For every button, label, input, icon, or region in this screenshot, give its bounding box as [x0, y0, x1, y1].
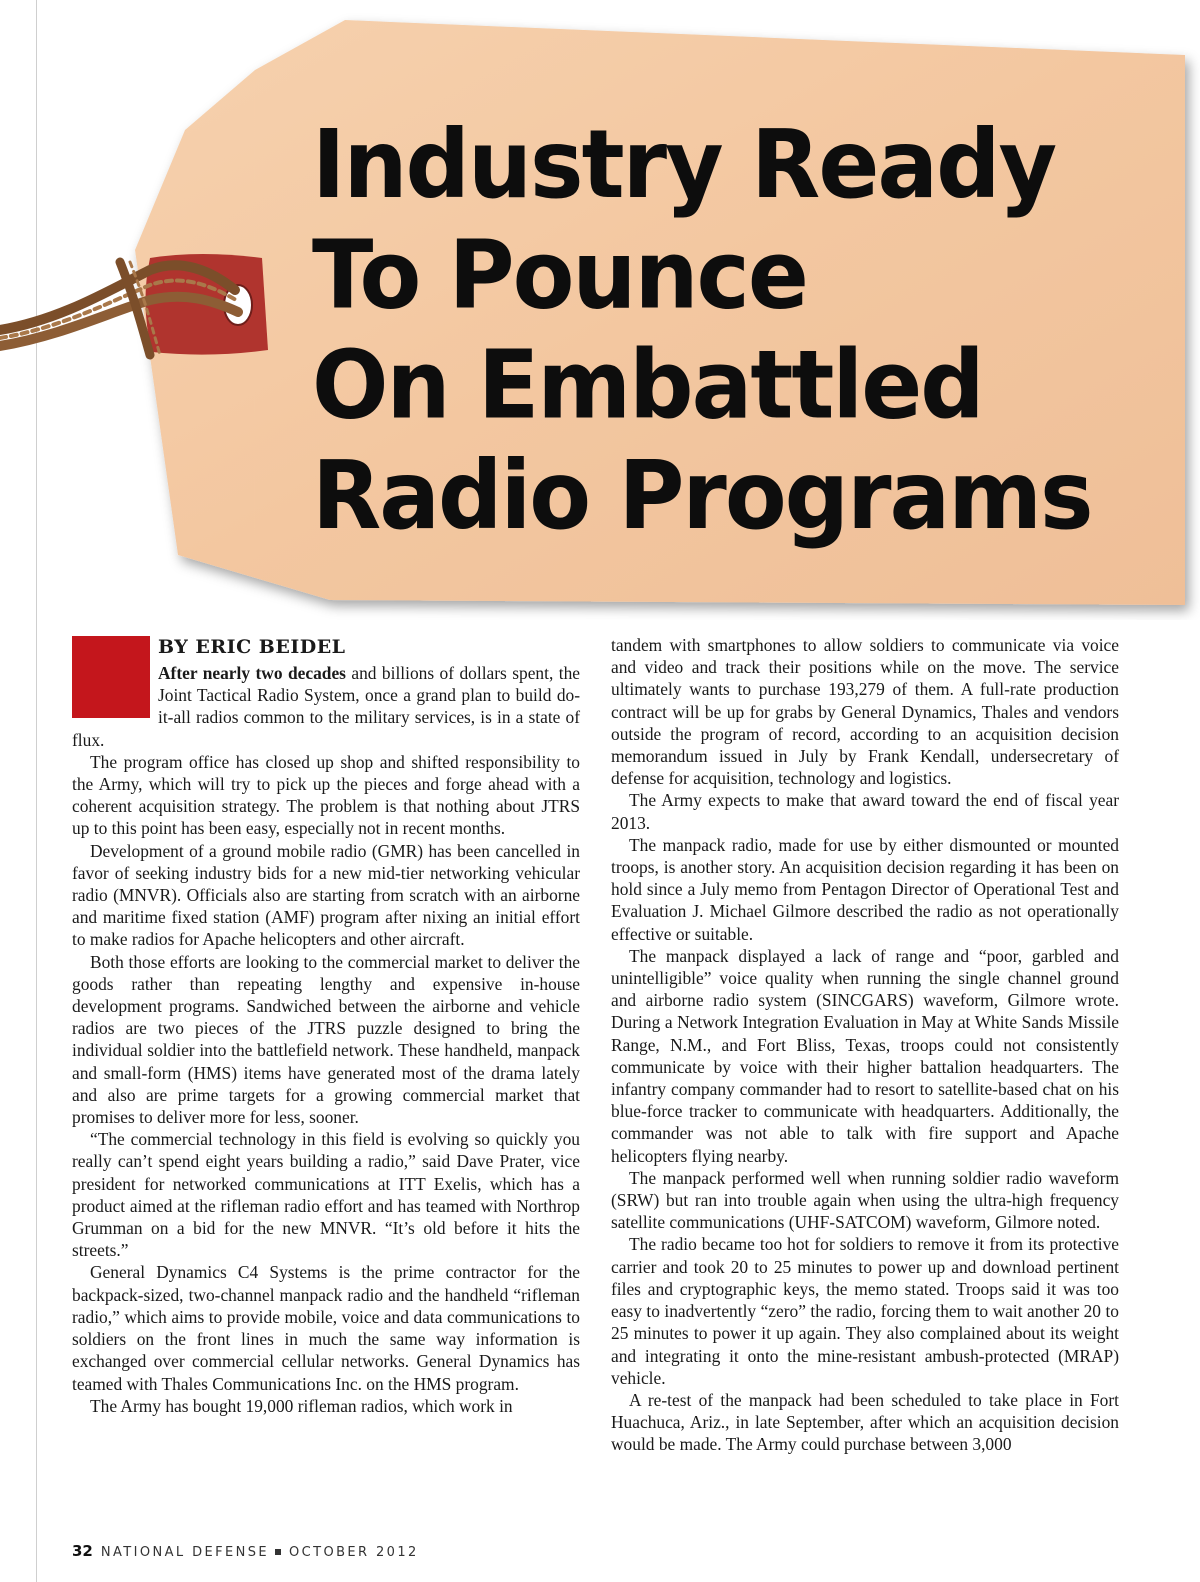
- body-paragraph: General Dynamics C4 Systems is the prime contractor for the backpack-sized, two-channel manpack radio and the handheld “rifleman radio,” which aims to provide mobile, voice and data communications to soldiers on the front lines in much the same way information is exchanged over commercial cellular networks. General Dynamics has teamed with Thales Communications Inc. on the HMS program.: [72, 1262, 580, 1394]
- accent-red-block: [72, 636, 150, 718]
- headline-line: On Embattled: [312, 330, 983, 441]
- body-paragraph: The Army expects to make that award toward the end of fiscal year 2013.: [611, 790, 1119, 833]
- body-paragraph: “The commercial technology in this field is evolving so quickly you really can’t spend eight years building a radio,” said Dave Prater, vice president for networked communications at ITT Exelis, which has a product aimed at the rifleman radio effort and has teamed with Northrop Grumman on a bid for the new MNVR. “It’s old before it hits the streets.”: [72, 1129, 580, 1261]
- body-paragraph: Development of a ground mobile radio (GMR) has been cancelled in favor of seeking industry bids for a new mid-tier networking vehicular radio (MNVR). Officials also are starting from scratch with an airborne and maritime fixed station (AMF) program after nixing an initial effort to make radios for Apache helicopters and other aircraft.: [72, 840, 580, 950]
- lead-text: and billions of dollars spent, the Joint Tactical Radio System, once a grand plan to build do-it-all radios common to the military services, is in a state of flux.: [72, 663, 580, 750]
- article-column-right: [611, 634, 1119, 1456]
- body-paragraph: The manpack displayed a lack of range and “poor, garbled and unintelligible” voice quality when running the single channel ground and airborne radio system (SINCGARS) waveform, Gilmore wrote. During a Network Integration Evaluation in May at White Sands Missile Range, N.M., and Fort Bliss, Texas, troops could not consistently communicate by voice with their higher battalion headquarters. The infantry company commander had to resort to satellite-based chat on his blue-force tracker to communicate with headquarters. Additionally, the commander was not able to talk with fire support and Apache helicopters flying nearby.: [611, 945, 1119, 1166]
- byline: BY ERIC BEIDEL: [158, 636, 346, 658]
- body-paragraph: The radio became too hot for soldiers to remove it from its protective carrier and took 20 to 25 minutes to power up and download pertinent files and cryptographic keys, the memo stated. Troops said it was too easy to inadvertently “zero” the radio, forcing them to wait another 20 to 25 minutes to power it up again. They also complained about its weight and integrating it onto the mine-resistant ambush-protected (MRAP) vehicle.: [611, 1234, 1119, 1388]
- page-footer: [72, 1542, 419, 1560]
- separator-square-icon: [275, 1549, 281, 1555]
- issue-date: OCTOBER 2012: [289, 1545, 419, 1560]
- body-paragraph: The manpack radio, made for use by either dismounted or mounted troops, is another story. An acquisition decision regarding it has been on hold since a July memo from Pentagon Director of Operational Test and Evaluation J. Michael Gilmore described the radio as not operationally effective or suitable.: [611, 834, 1119, 944]
- body-paragraph: The manpack performed well when running soldier radio waveform (SRW) but ran into trouble again when using the ultra-high frequency satellite communications (UHF-SATCOM) waveform, Gilmore noted.: [611, 1167, 1119, 1233]
- body-paragraph: The program office has closed up shop and shifted responsibility to the Army, which will try to pick up the pieces and forge ahead with a coherent acquisition strategy. The problem is that nothing about JTRS up to this point has been easy, especially not in recent months.: [72, 751, 580, 839]
- lead-bold-text: After nearly two decades: [158, 663, 346, 683]
- article-column-left: [72, 634, 580, 1417]
- article-lead: [72, 634, 580, 751]
- page-number: 32: [72, 1542, 93, 1560]
- body-paragraph: A re-test of the manpack had been scheduled to take place in Fort Huachuca, Ariz., in late September, after which an acquisition decision would be made. The Army could purchase between 3,000: [611, 1389, 1119, 1455]
- headline-line: Industry Ready: [312, 110, 1056, 221]
- headline-line: Radio Programs: [312, 440, 1092, 551]
- headline: [312, 110, 1132, 551]
- body-paragraph: Both those efforts are looking to the commercial market to deliver the goods rather than repeating lengthy and expensive in-house development programs. Sandwiched between the airborne and vehicle radios are two pieces of the JTRS puzzle designed to bring the individual soldier into the battlefield network. These handheld, manpack and small-form (HMS) items have generated most of the drama lately and also are prime targets for a growing commercial market that promises to deliver more for less, sooner.: [72, 951, 580, 1128]
- publication-name: NATIONAL DEFENSE: [100, 1545, 269, 1560]
- luggage-tag-illustration: [0, 0, 1200, 620]
- headline-line: To Pounce: [312, 220, 807, 331]
- body-paragraph-continued: tandem with smartphones to allow soldiers to communicate via voice and video and track their positions while on the move. The service ultimately wants to purchase 193,279 of them. A full-rate production contract will be up for grabs by General Dynamics, Thales and vendors outside the program of record, according to an acquisition decision memorandum issued in July by Frank Kendall, undersecretary of defense for acquisition, technology and logistics.: [611, 635, 1119, 789]
- body-paragraph: The Army has bought 19,000 rifleman radios, which work in: [90, 1395, 513, 1416]
